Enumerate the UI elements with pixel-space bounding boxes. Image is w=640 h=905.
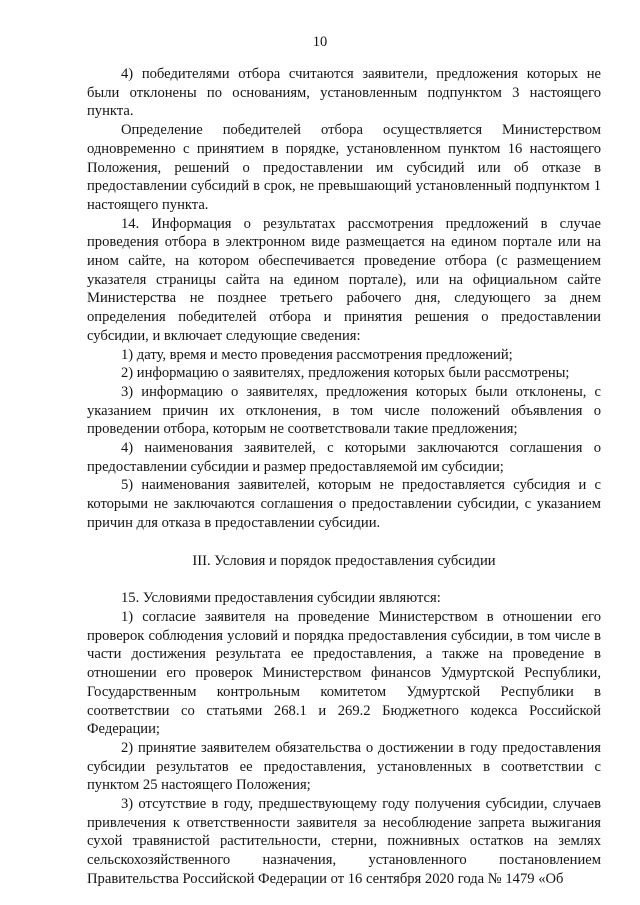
list-item-1-date-time: 1) дату, время и место проведения рассмотрения предложений; — [121, 346, 513, 363]
list-item-3-rejected: 3) информацию о заявителях, предложения которых были отклонены, с указанием причин их отклонения, в том числе положений объявления о проведении отбора, которым не соответствовали такие предложения; — [87, 383, 601, 438]
list-item-2-considered: 2) информацию о заявителях, предложения которых были рассмотрены; — [121, 365, 570, 382]
condition-2-obligation: 2) принятие заявителем обязательства о достижении в году предоставления субсидии результатов ее предоставления, установленных в соответствии с пунктом 25 настоящего Положения; — [87, 739, 601, 794]
paragraph-14-results-info: 14. Информация о результатах рассмотрения предложений в случае проведения отбора в электронном виде размещается на едином портале или на ином сайте, на котором обеспечивается проведение отбора (с размещением указателя страницы сайта на едином портале), или на официальном сайте Министерства не позднее третьего рабочего дня, следующего за днем определения победителей отбора и принятия решения о предоставлении субсидии, и включает следующие сведения: — [87, 215, 601, 344]
page-number: 10 — [312, 34, 328, 50]
spacer — [87, 570, 601, 589]
condition-3-no-liability: 3) отсутствие в году, предшествующему году получения субсидии, случаев привлечения к ответственности заявителя за несоблюдение запрета выжигания сухой травянистой растительности, стерни, пожнивных остатков на землях сельскохозяйственного назначения, установленного постановлением Правительства Российской Федерации от 16 сентября 2020 года № 1479 «Об — [87, 796, 601, 887]
section-heading: III. Условия и порядок предоставления субсидии — [192, 552, 496, 569]
list-item-4-agreements: 4) наименования заявителей, с которыми заключаются соглашения о предоставлении субсидии и размер предоставляемой им субсидии; — [87, 440, 601, 475]
paragraph-winners-determination: Определение победителей отбора осуществляется Министерством одновременно с принятием в порядке, установленном пунктом 16 настоящего Положения, решений о предоставлении им субсидий или об отказе в предоставлении субсидий в срок, не превышающий установленный подпунктом 1 настоящего пункта. — [87, 122, 601, 213]
list-item-5-refused: 5) наименования заявителей, которым не предоставляется субсидия и с которыми не заключаются соглашения о предоставлении субсидии, с указанием причин для отказа в предоставлении субсидии. — [87, 477, 601, 531]
paragraph-15-conditions: 15. Условиями предоставления субсидии являются: — [121, 590, 441, 607]
paragraph-item-4-winners: 4) победителями отбора считаются заявители, предложения которых не были отклонены по основаниям, установленным подпунктом 3 настоящего пункта. — [87, 66, 601, 120]
document-body — [87, 65, 601, 889]
spacer — [87, 533, 601, 552]
condition-1-consent: 1) согласие заявителя на проведение Министерством в отношении его проверок соблюдения условий и порядка предоставления субсидии, в том числе в части достижения результата ее предоставления, а также на проведение в отношении его проверок Министерством финансов Удмуртской Республики, Государственным контрольным комитетом Удмуртской Республики в соответствии со статьями 268.1 и 269.2 Бюджетного кодекса Российской Федерации; — [87, 608, 601, 738]
